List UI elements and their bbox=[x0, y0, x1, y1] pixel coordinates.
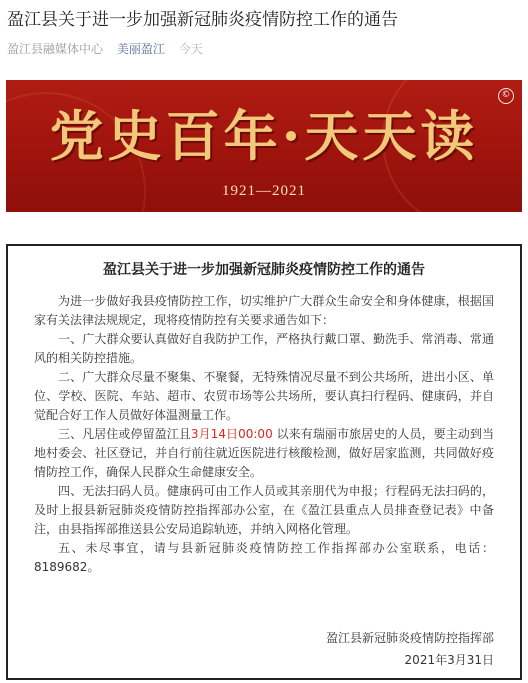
notice-date: 2021年3月31日 bbox=[404, 653, 494, 667]
highlight-date: 3月14日00:00 bbox=[190, 427, 273, 441]
article-title: 盈江县关于进一步加强新冠肺炎疫情防控工作的通告 bbox=[7, 10, 398, 30]
banner-years: 1921—2021 bbox=[222, 183, 306, 199]
article-source: 盈江县融媒体中心 bbox=[7, 42, 104, 56]
notice-item-2: 二、广大群众尽量不聚集、不聚餐，无特殊情况尽量不到公共场所，进出小区、单位、学校、医院、车站、超市、农贸市场等公共场所，要认真扫行程码、健康码，并自觉配合好工作人员做好体温测量工作。 bbox=[34, 370, 494, 422]
article-meta bbox=[7, 41, 213, 57]
publish-time: 今天 bbox=[178, 42, 203, 56]
account-link[interactable]: 美丽盈江 bbox=[116, 42, 165, 56]
banner-slogan: 党史百年·天天读 bbox=[49, 104, 479, 168]
notice-item-3 bbox=[34, 425, 494, 482]
notice-item-4: 四、无法扫码人员。健康码可由工作人员或其亲朋代为申报；行程码无法扫码的，及时上报县新冠肺炎疫情防控指挥部办公室，在《盈江县重点人员排查登记表》中备注，由县指挥部推送县公安局追踪轨迹，并纳入网格化管理。 bbox=[34, 484, 494, 536]
notice-signature: 盈江县新冠肺炎疫情防控指挥部 bbox=[325, 631, 494, 645]
copyright-icon: © bbox=[498, 88, 514, 104]
notice-item-3-text: 三、凡居住或停留盈江且 bbox=[58, 427, 191, 441]
notice-item-3-text: 以来有瑞丽市旅居史的人员，要主动到当地村委会、社区登记，并自行前往就近医院进行核酸检测，做好居家监测，共同做好疫情防控工作，确保人民群众生命健康安全。 bbox=[34, 427, 494, 479]
notice-intro: 为进一步做好我县疫情防控工作，切实维护广大群众生命安全和身体健康，根据国家有关法律法规规定，现将疫情防控有关要求通告如下： bbox=[34, 294, 494, 327]
notice-box bbox=[6, 244, 522, 680]
banner-image bbox=[6, 80, 522, 212]
notice-item-5: 五、未尽事宜，请与县新冠肺炎疫情防控工作指挥部办公室联系，电话：8189682。 bbox=[34, 541, 494, 574]
notice-title: 盈江县关于进一步加强新冠肺炎疫情防控工作的通告 bbox=[103, 262, 425, 278]
notice-item-1: 一、广大群众要认真做好自我防护工作，严格执行戴口罩、勤洗手、常消毒、常通风的相关防控措施。 bbox=[34, 332, 494, 365]
notice-body bbox=[34, 292, 494, 577]
